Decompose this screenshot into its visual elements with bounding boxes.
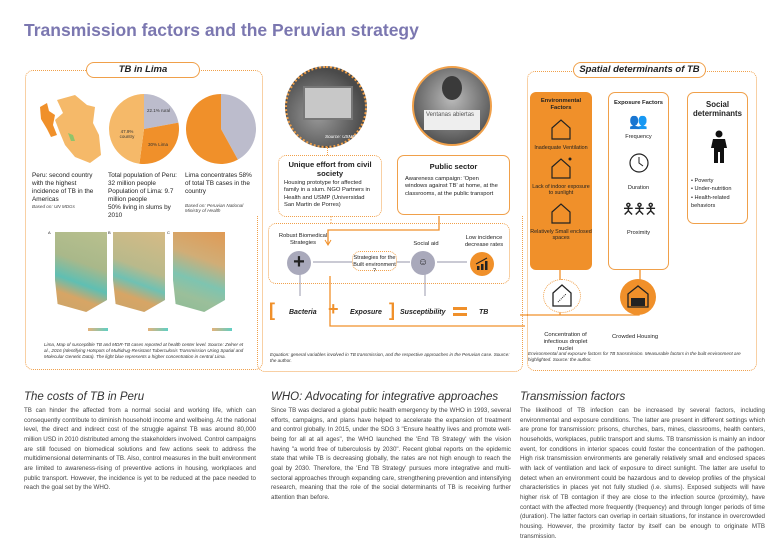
pie-label-country: 47.9% country — [119, 129, 135, 139]
map-legend — [88, 328, 108, 331]
social-list — [691, 177, 744, 211]
civil-text: Housing prototype for affected family in a slum. NGO Partners in Health and USMP (Universidad San Martin de Porres) — [284, 180, 371, 209]
costs-heading: The costs of TB in Peru — [24, 391, 145, 403]
built-environment-box: Strategies for the Built environment ? — [352, 251, 397, 271]
civil-society-box — [278, 155, 382, 217]
bacteria-term: Bacteria — [289, 309, 317, 316]
meeting-people-icon: 👥 — [629, 113, 648, 130]
tb-in-lima-header: TB in Lima — [86, 62, 200, 78]
peru-small-map — [40, 103, 57, 137]
civil-title: Unique effort from civil society — [288, 160, 372, 178]
crowded-housing-label: Crowded Housing — [612, 334, 659, 340]
open-bracket: [ — [269, 300, 275, 320]
map-label: A — [48, 230, 51, 235]
exposure-item: Proximity — [627, 230, 650, 236]
helping-hand-icon: ☺ — [411, 251, 435, 275]
public-sector-box — [397, 155, 510, 215]
tb-cases-pie — [185, 93, 257, 165]
spatial-caption: Environmental and exposure factors for TB transmission. Measurable factors in the built environment are highlighted. Source: the author. — [528, 351, 741, 362]
droplet-house-icon — [543, 279, 581, 313]
close-bracket: ] — [389, 300, 395, 320]
clock-icon — [628, 152, 650, 174]
equation-caption: Equation: general variables involved in TB transmission, and the respective approaches in the Peruvian case. Source: the author. — [270, 352, 510, 363]
spatial-header: Spatial determinants of TB — [573, 62, 706, 78]
lima-concentration-text: Lima concentrates 58% of total TB cases in the country — [185, 172, 252, 195]
env-item: Inadequate Ventilation — [534, 145, 588, 151]
pie-label-rural: 22.1% rural — [147, 108, 171, 113]
map-label: B — [108, 230, 111, 235]
map-c — [173, 232, 225, 312]
page-title: Transmission factors and the Peruvian strategy — [24, 20, 419, 40]
small-space-house-icon — [549, 202, 573, 224]
map-a — [55, 232, 107, 312]
tb-term: TB — [479, 309, 489, 316]
social-item: • Under-nutrition — [691, 186, 732, 193]
transmission-text: The likelihood of TB infection can be increased by several factors, including environmental and exposure conditions. The latter are present in different settings which are prone for transmission: prisons, churches, bars, mines, classrooms, health centers, households, workplaces, public transport and slums. TB transmission is mainly an indoor event, for conditions in interior spaces could foster the concentration of the pathogen. High risk transmission environments are generally relatively small and enclosed spaces with lack of ventilation and lack of exposure to direct sunlight. The latter are useful to detect when an environment could be hazardous and to develop profiles of the physical characteristics in places yet not fully studied (i.e. slums). Exposed subjects will have higher risk of TB contagion if they are close to the infection source (proximity), have contact with the affected more frequently (frequency) and through longer periods of time (duration). The latter factors can overlap in certain situations, for instance in overcrowded housing. However, the proximity factor by itself can be enough to originate MTB transmission. — [520, 407, 765, 540]
plus-icon: + — [287, 251, 311, 275]
crowded-house-icon — [620, 279, 656, 315]
map-legend — [212, 328, 232, 331]
exposure-term: Exposure — [350, 309, 382, 316]
map-label: C — [167, 230, 170, 235]
three-people-icon: 🯅🯅🯅 — [621, 201, 656, 218]
population-line: Total population of Peru: 32 million people — [108, 172, 177, 187]
who-heading: WHO: Advocating for integrative approaches — [271, 391, 499, 403]
tb-maps — [45, 230, 265, 310]
map-legend — [148, 328, 168, 331]
environmental-factors-box — [530, 92, 592, 270]
exposure-item: Duration — [627, 185, 650, 191]
house-shape — [303, 86, 353, 120]
map-b — [113, 232, 165, 312]
exposure-item: Frequency — [625, 134, 652, 140]
connector — [327, 147, 328, 155]
social-item: • Health-related behaviors — [691, 194, 730, 210]
peru-source: Based on: UN MDGs — [32, 204, 75, 209]
social-determinants-box — [687, 92, 748, 224]
social-title: Social determinants — [693, 100, 742, 118]
pie-label-lima: 30% Lima — [148, 142, 169, 147]
who-text: Since TB was declared a global public health emergency by the WHO in 1993, several efforts, campaigns, and plans have helped to accelerate the expansion of treatment and control globally. In 2015, under the SDG 3 "Ensure healthy lives and promote well-being for all at all ages", the WHO launched the 'End TB Strategy' with the vision having "a world free of tuberculosis by 2030". Recent global reports on the epidemic state that while TB is decreasing globally, the rates are not high enough to reach the goal by 2030. Therefore, the 'End TB Strategy' pursues more integrative and multi-sectoral approaches through expanding care, strengthening prevention and intensifying research, meaning that the role of the social determinants of TB is receiving further attention than before. — [271, 407, 511, 501]
map-caption: Lima, Map of susceptible TB and MDR-TB cases reported at health center level. Source: Zelner et al., 2016 (Identifying Hotspots of Multidrug-Resistant Tuberculosis Transmission Using Spatial and Molecular Genetic Data). The light blue represents a higher concentration in central Lima. — [44, 342, 244, 359]
low-incidence-label: Low incidence decrease rates — [464, 235, 504, 248]
biomedical-label: Robust Biomedical Strategies — [278, 233, 328, 246]
transmission-heading: Transmission factors — [520, 391, 626, 403]
population-text — [108, 172, 182, 220]
campaign-photo — [412, 66, 492, 146]
peru-incidence-text: Peru: second country with the highest incidence of TB in the Americas — [32, 172, 94, 203]
population-line: Population of Lima: 9.7 million people — [108, 188, 174, 203]
susceptibility-term: Susceptibility — [400, 309, 446, 316]
sunlight-house-icon — [549, 157, 573, 179]
exposure-title: Exposure Factors — [614, 100, 663, 106]
ventilation-house-icon — [549, 118, 573, 140]
env-item: Relatively Small enclosed spaces — [530, 228, 592, 242]
lima-source: Based on: Peruvian National Ministry of Health — [185, 203, 244, 213]
person-icon — [709, 130, 729, 164]
exposure-factors-box — [608, 92, 669, 270]
social-aid-label: Social aid — [413, 241, 439, 247]
peru-large-map — [55, 95, 101, 163]
concentration-label: Concentration of infectious droplet nuclei — [543, 332, 588, 352]
campaign-sign: Ventanas abiertas — [424, 110, 480, 130]
plus-sign: + — [328, 299, 339, 319]
middle-panel-border — [257, 216, 523, 372]
env-item: Lack of indoor exposure to sunlight — [532, 183, 590, 197]
public-title: Public sector — [429, 162, 478, 171]
person-head — [442, 76, 462, 100]
peru-map — [35, 95, 105, 165]
public-text: Awareness campaign: 'Open windows against TB' at home, at the classrooms, at the public transport — [405, 176, 498, 197]
photo-source: Source: USMP — [325, 134, 356, 139]
costs-text: TB can hinder the affected from a normal social and working life, which can consequently contribute to diminish household income and wellbeing. At the national level, the direct and indirect cost of the struggle against TB was around 80,000 million USD in 2010 distributed among the stakeholders involved. Control campaigns are still focused on biomedical solutions and few actions seek to address the multidimensional determinants of TB. Also, control measures in the built environment are limited to awareness-rising of preventive actions in housing, workplaces and public transport. However, the incidence is yet to be reduced at the pace needed to reach the goal set by the WHO. — [24, 407, 256, 492]
population-line: 50% living in slums by 2010 — [108, 204, 171, 219]
housing-prototype-photo — [285, 66, 367, 148]
social-item: • Poverty — [691, 178, 714, 184]
environmental-title: Environmental Factors — [540, 98, 582, 111]
